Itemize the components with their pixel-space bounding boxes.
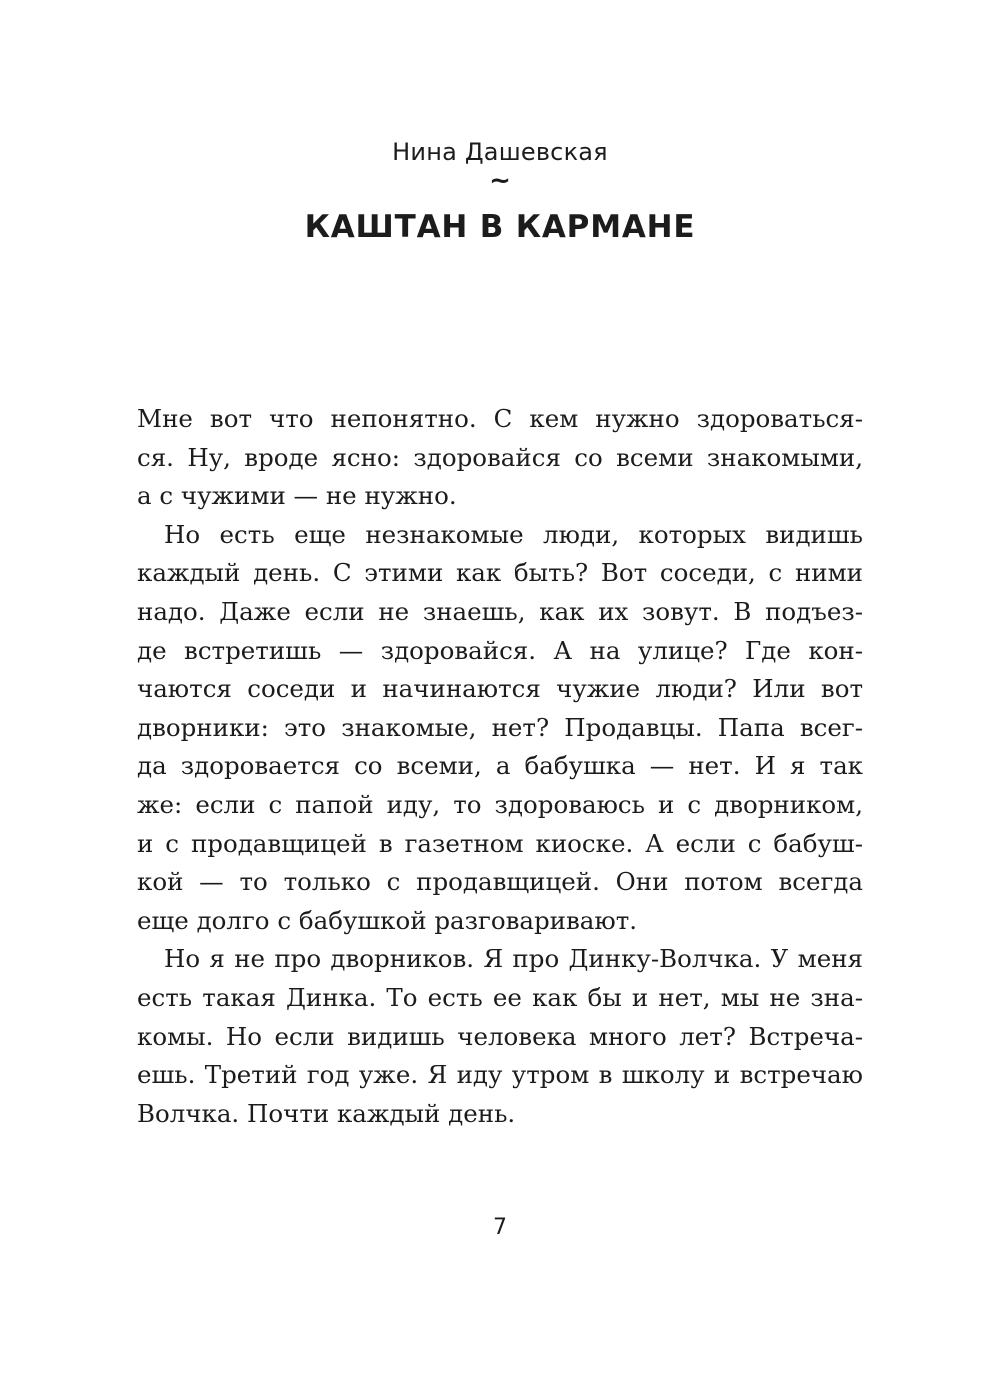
text-line: кой — то только с продавщицей. Они потом всегда xyxy=(137,867,863,897)
author-name: Нина Дашевская xyxy=(392,138,608,166)
text-line: и с продавщицей в газетном киоске. А если с бабуш- xyxy=(137,828,863,858)
text-line: а с чужими — не нужно. xyxy=(137,481,457,511)
text-line: каждый день. С этими как быть? Вот соседи, с ними xyxy=(137,558,863,588)
text-line: ешь. Третий год уже. Я иду утром в школу и встречаю xyxy=(137,1060,863,1090)
text-line: Волчка. Почти каждый день. xyxy=(137,1098,516,1128)
text-line: еще долго с бабушкой разговаривают. xyxy=(137,905,638,935)
body-text xyxy=(137,400,863,1133)
text-line: комы. Но если видишь человека много лет? Встреча- xyxy=(137,1021,863,1051)
text-line: Но есть еще незнакомые люди, которых видишь xyxy=(164,519,863,549)
text-line: Но я не про дворников. Я про Динку-Волчка. У меня xyxy=(164,944,863,974)
title-separator: ~ xyxy=(489,166,511,196)
text-line: де встретишь — здоровайся. А на улице? Где кон- xyxy=(137,635,863,665)
text-line: Мне вот что непонятно. С кем нужно здороваться- xyxy=(137,404,863,433)
text-line: надо. Даже если не знаешь, как их зовут. В подъез- xyxy=(137,596,863,626)
text-line: есть такая Динка. То есть ее как бы и нет, мы не зна- xyxy=(137,982,863,1012)
text-line: же: если с папой иду, то здороваюсь и с дворником, xyxy=(137,789,863,819)
text-line: ся. Ну, вроде ясно: здоровайся со всеми знакомыми, xyxy=(137,442,863,472)
text-line: чаются соседи и начинаются чужие люди? Или вот xyxy=(137,674,863,704)
chapter-title: КАШТАН В КАРМАНЕ xyxy=(304,209,696,245)
page-number: 7 xyxy=(493,1215,507,1240)
text-line: да здоровается со всеми, а бабушка — нет. И я так xyxy=(137,751,863,781)
text-line: дворники: это знакомые, нет? Продавцы. Папа всег- xyxy=(137,712,863,742)
